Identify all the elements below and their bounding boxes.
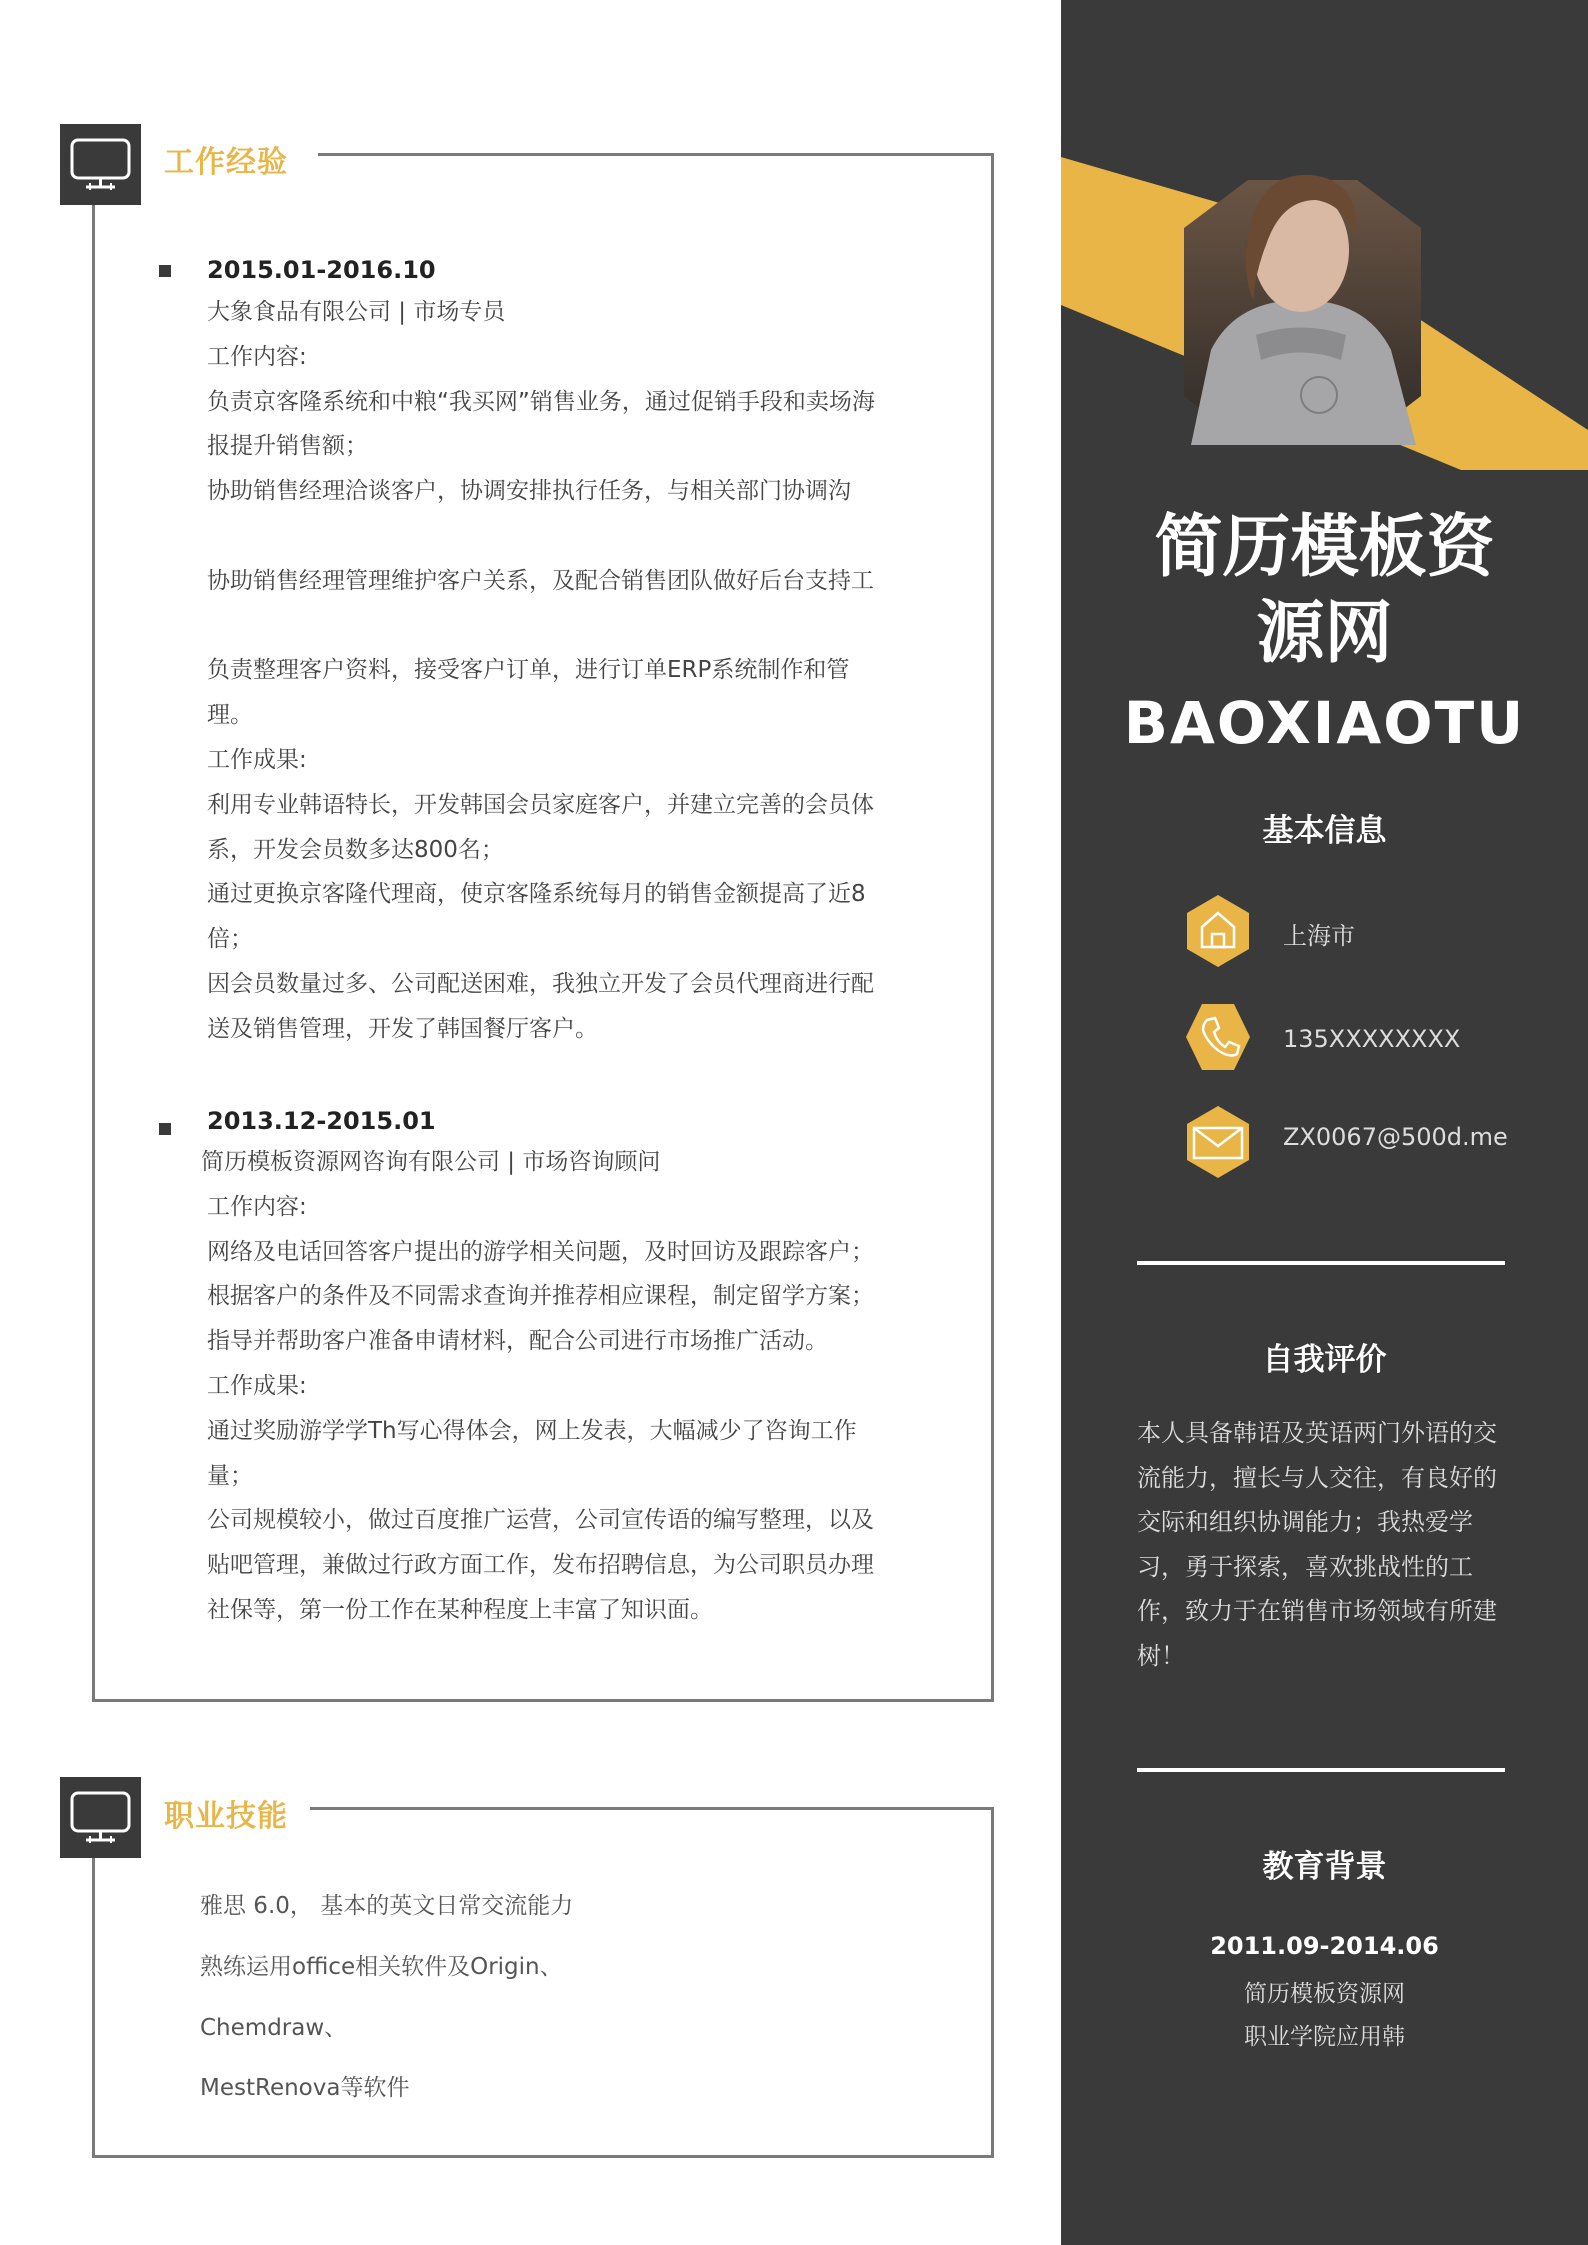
self-eval-line: 习，勇于探索，喜欢挑战性的工 <box>1137 1552 1473 1581</box>
job-2-details <box>201 1140 921 1633</box>
job-1-line: 通过更换京客隆代理商，使京客隆系统每月的销售金额提高了近8 <box>207 881 866 908</box>
skill-item: MestRenova等软件 <box>200 2075 410 2102</box>
skill-item: Chemdraw、 <box>200 2014 348 2041</box>
job-1-line: 理。 <box>207 702 253 729</box>
divider <box>1137 1261 1505 1265</box>
basic-info-title: 基本信息 <box>1262 813 1387 849</box>
education-date: 2011.09-2014.06 <box>1210 1932 1439 1960</box>
mail-icon <box>1185 1104 1251 1184</box>
education-title: 教育背景 <box>1262 1849 1387 1885</box>
job-1-bullet <box>159 265 171 277</box>
profile-name-en: BAOXIAOTU <box>1123 690 1526 746</box>
job-1-line: 协助销售经理洽谈客户，协调安排执行任务，与相关部门协调沟 <box>207 478 851 505</box>
profile-name <box>1061 505 1588 677</box>
education-school: 简历模板资源网 <box>1244 1981 1405 2007</box>
job-2-company: 简历模板资源网咨询有限公司 | 市场咨询顾问 <box>201 1149 661 1175</box>
job-2-line: 根据客户的条件及不同需求查询并推荐相应课程，制定留学方案； <box>207 1283 874 1310</box>
location-text: 上海市 <box>1283 922 1355 950</box>
job-1-line: 报提升销售额； <box>207 433 368 460</box>
monitor-icon <box>60 1777 141 1858</box>
phone-icon <box>1185 1002 1251 1076</box>
self-eval-line: 流能力，擅长与人交往，有良好的 <box>1137 1463 1497 1492</box>
phone-text: 135XXXXXXXX <box>1283 1025 1461 1053</box>
job-2-line: 社保等，第一份工作在某种程度上丰富了知识面。 <box>207 1596 713 1623</box>
job-1-line: 送及销售管理，开发了韩国餐厅客户。 <box>207 1015 598 1042</box>
work-section-top-rule <box>318 153 994 156</box>
job-1-line: 工作成果: <box>207 746 307 773</box>
skill-item: 熟练运用office相关软件及Origin、 <box>200 1953 563 1980</box>
job-1-line: 倍； <box>207 926 253 953</box>
job-2-date: 2013.12-2015.01 <box>207 1107 436 1135</box>
job-2-line: 量； <box>207 1462 253 1489</box>
job-1-date: 2015.01-2016.10 <box>207 256 436 284</box>
skill-item: 雅思 6.0， 基本的英文日常交流能力 <box>200 1893 574 1919</box>
job-1-details <box>207 290 927 1052</box>
profile-name-line-1: 简历模板资 <box>1154 508 1495 587</box>
profile-name-line-2: 源网 <box>1256 594 1393 673</box>
job-2-bullet <box>159 1123 171 1135</box>
job-2-line: 工作内容: <box>207 1193 307 1220</box>
self-eval-line: 树！ <box>1137 1641 1185 1670</box>
job-2-line: 公司规模较小，做过百度推广运营，公司宣传语的编写整理，以及 <box>207 1507 874 1534</box>
education-major: 职业学院应用韩 <box>1244 2024 1405 2050</box>
job-2-line: 贴吧管理，兼做过行政方面工作，发布招聘信息，为公司职员办理 <box>207 1552 874 1579</box>
job-1-spacer <box>207 514 927 559</box>
skills-list <box>200 1876 900 2119</box>
divider <box>1137 1768 1505 1772</box>
work-section-title: 工作经验 <box>164 145 288 180</box>
self-eval-title: 自我评价 <box>1262 1342 1387 1378</box>
sidebar-decoration <box>1061 0 1588 480</box>
job-1-line: 系，开发会员数多达800名； <box>207 836 504 863</box>
job-1-company: 大象食品有限公司 | 市场专员 <box>207 299 506 325</box>
avatar-photo <box>1184 175 1421 445</box>
job-1-line: 协助销售经理管理维护客户关系，及配合销售团队做好后台支持工 <box>207 567 874 594</box>
sidebar <box>1061 0 1588 2245</box>
skills-section-title: 职业技能 <box>164 1799 288 1834</box>
job-2-line: 网络及电话回答客户提出的游学相关问题，及时回访及跟踪客户； <box>207 1238 874 1265</box>
home-icon <box>1185 893 1251 973</box>
self-eval-line: 交际和组织协调能力；我热爱学 <box>1137 1508 1473 1536</box>
job-2-line: 指导并帮助客户准备申请材料，配合公司进行市场推广活动。 <box>207 1328 828 1355</box>
job-1-spacer <box>207 604 927 649</box>
job-2-line: 通过奖励游学学Th写心得体会，网上发表，大幅减少了咨询工作 <box>207 1417 857 1444</box>
email-text: ZX0067@500d.me <box>1283 1123 1508 1151</box>
job-1-line: 利用专业韩语特长，开发韩国会员家庭客户，并建立完善的会员体 <box>207 791 874 818</box>
self-eval-text <box>1137 1411 1517 1678</box>
monitor-icon <box>60 124 141 205</box>
self-eval-line: 本人具备韩语及英语两门外语的交 <box>1137 1419 1497 1447</box>
job-1-line: 负责京客隆系统和中粮“我买网”销售业务，通过促销手段和卖场海 <box>207 388 875 415</box>
skills-section-top-rule <box>310 1807 994 1810</box>
job-1-line: 工作内容: <box>207 343 307 370</box>
job-1-line: 负责整理客户资料，接受客户订单，进行订单ERP系统制作和管 <box>207 657 850 684</box>
self-eval-line: 作，致力于在销售市场领域有所建 <box>1137 1597 1497 1625</box>
job-2-line: 工作成果: <box>207 1372 307 1399</box>
job-1-line: 因会员数量过多、公司配送困难，我独立开发了会员代理商进行配 <box>207 970 874 997</box>
